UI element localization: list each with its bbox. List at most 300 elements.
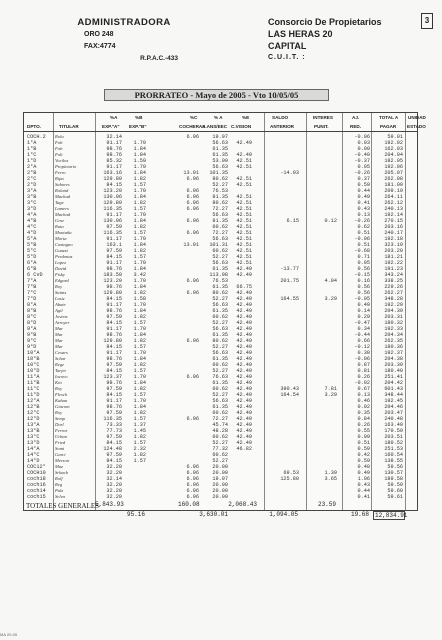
row-titular: Schar [55, 356, 66, 361]
row-titular: Arroyer [55, 320, 70, 325]
row-titular: Rata [55, 224, 64, 229]
row-total: 59.59 [387, 482, 403, 488]
row-dpto: 10°C [27, 362, 40, 368]
row-ajuste: 0.67 [357, 386, 370, 392]
row-cv: 42.49 [236, 356, 252, 362]
row-ca: 56.63 [212, 260, 228, 266]
row-ca: 61.35 [212, 152, 228, 158]
row-pct-a: 98.76 [106, 284, 122, 290]
row-pct-a: 77.73 [106, 428, 122, 434]
row-titular: Vocilos [55, 158, 69, 163]
row-total: 323.19 [384, 242, 403, 248]
row-ca: 80.62 [212, 290, 228, 296]
row-saldo: 390.43 [280, 386, 299, 392]
row-pct-a: 91.17 [106, 260, 122, 266]
row-ajuste: 0.43 [357, 482, 370, 488]
row-total: 229.26 [384, 284, 403, 290]
row-ca: 20.00 [212, 494, 228, 500]
row-ca: 19.97 [212, 134, 228, 140]
row-pct-b: 1.70 [133, 278, 146, 284]
row-cv: 42.49 [236, 392, 252, 398]
row-dpto: 2°B [27, 170, 37, 176]
row-pct-a: 32.20 [106, 464, 122, 470]
row-pct-b: 1.82 [133, 224, 146, 230]
row-total: 204.30 [384, 308, 403, 314]
row-ca: 45.74 [212, 422, 228, 428]
row-ca: 72.27 [212, 230, 228, 236]
row-dpto: 13°B [27, 428, 40, 434]
row-interes: 1.39 [324, 470, 337, 476]
row-cv: 42.49 [236, 374, 252, 380]
row-total: 59.61 [387, 494, 403, 500]
row-titular: Machad [55, 212, 71, 217]
totals-row-second [23, 511, 418, 519]
row-pct-a: 85.32 [106, 158, 122, 164]
row-ajuste: 0.49 [357, 470, 370, 476]
row-total: 192.22 [384, 260, 403, 266]
row-saldo: 164.55 [280, 296, 299, 302]
row-pct-b: 1.70 [133, 398, 146, 404]
row-total: 192.29 [384, 302, 403, 308]
row-ca: 48.28 [212, 428, 228, 434]
totals-int: 23.59 [317, 501, 336, 508]
row-ajuste: -0.06 [354, 134, 370, 140]
row-total: 204.38 [384, 356, 403, 362]
row-cv: 42.51 [236, 260, 252, 266]
row-pct-c: 6.96 [186, 476, 199, 482]
totals-cv: 2,068.43 [228, 501, 257, 508]
row-titular: Abate [55, 302, 66, 307]
row-cv: 42.49 [236, 326, 252, 332]
row-pct-b: 1.57 [133, 230, 146, 236]
row-titular: Urban [55, 434, 67, 439]
row-titular: Fisky [55, 272, 65, 277]
row-cv: 42.49 [236, 266, 252, 272]
row-ajuste: -0.12 [354, 344, 370, 350]
row-pct-c: 6.96 [186, 494, 199, 500]
row-titular: Cesars [55, 350, 68, 355]
row-pct-b: 1.84 [133, 194, 146, 200]
row-pct-b: 1.57 [133, 182, 146, 188]
row-dpto: 10°B [27, 356, 40, 362]
prorrateo-table [23, 112, 426, 511]
administradora-block [62, 17, 186, 65]
header-titular: TITULAR [59, 124, 79, 129]
row-cv: 42.49 [236, 152, 252, 158]
row-pct-c: 6.96 [186, 176, 199, 182]
row-cv: 42.49 [236, 368, 252, 374]
row-pct-a: 91.17 [106, 140, 122, 146]
row-titular: Agil [55, 308, 63, 313]
row-dpto: 8°A [27, 302, 37, 308]
row-ca: 52.27 [212, 320, 228, 326]
row-cv: 42.49 [236, 422, 252, 428]
row-ca: 56.63 [212, 140, 228, 146]
row-dpto: COC12° [27, 464, 46, 470]
row-cv: 42.51 [236, 242, 252, 248]
row-pct-a: 84.15 [106, 368, 122, 374]
row-titular: Edgard [55, 278, 69, 283]
row-pct-a: 116.35 [103, 206, 122, 212]
row-ajuste: 0.56 [357, 284, 370, 290]
row-total: 181.09 [384, 182, 403, 188]
row-cv: 42.49 [236, 440, 252, 446]
row-pct-b: 1.84 [133, 356, 146, 362]
admin-fax: FAX:4774 [84, 43, 116, 50]
consorcio-city: CAPITAL [268, 41, 307, 51]
row-ajuste: 0.44 [357, 188, 370, 194]
row-ajuste: 0.59 [357, 182, 370, 188]
row-pct-c: 6.96 [186, 188, 199, 194]
row-dpto: 14°A [27, 446, 40, 452]
row-ca: 56.63 [212, 302, 228, 308]
row-pct-a: 129.80 [103, 200, 122, 206]
row-saldo: 125.80 [280, 476, 299, 482]
row-pct-a: 91.17 [106, 302, 122, 308]
row-total: 262.08 [384, 176, 403, 182]
row-pct-c: 6.96 [186, 278, 199, 284]
row-total: 170.50 [384, 428, 403, 434]
row-dpto: 13°D [27, 440, 40, 446]
row-total: 191.23 [384, 266, 403, 272]
row-dpto: 5°B [27, 242, 37, 248]
row-pct-a: 97.59 [106, 248, 122, 254]
row-pct-b: 1.70 [133, 302, 146, 308]
row-titular: Garci [55, 452, 66, 457]
row-dpto: 11°A [27, 374, 40, 380]
row-cv: 42.49 [236, 338, 252, 344]
row-pct-a: 98.76 [106, 266, 122, 272]
row-pct-b: 1.70 [133, 164, 146, 170]
row-ca: 52.27 [212, 182, 228, 188]
row-cv: 42.49 [236, 296, 252, 302]
row-total: 205.07 [384, 170, 403, 176]
row-ajuste: 0.13 [357, 212, 370, 218]
row-ca: 76.53 [212, 188, 228, 194]
row-ca: 20.00 [212, 482, 228, 488]
row-dpto: 3°B [27, 194, 37, 200]
header-unidad-top: UNIDAD [408, 115, 426, 120]
row-pct-a: 32.20 [106, 482, 122, 488]
row-pct-c: 6.96 [186, 290, 199, 296]
row-pct-a: 129.80 [103, 176, 122, 182]
row-pct-b: 1.84 [133, 146, 146, 152]
header-unidad: ESTADO [407, 124, 426, 129]
row-titular: Machad [55, 194, 71, 199]
row-pct-a: 124.48 [103, 446, 122, 452]
row-dpto: 10°D [27, 368, 40, 374]
row-titular: Kin [55, 380, 62, 385]
row-saldo: -14.93 [280, 170, 299, 176]
row-ajuste: 0.46 [357, 398, 370, 404]
row-ajuste: -0.06 [354, 236, 370, 242]
row-total: 338.25 [384, 278, 403, 284]
row-total: 204.42 [384, 380, 403, 386]
row-interes: 7.81 [324, 386, 337, 392]
row-ajuste: -0.26 [354, 218, 370, 224]
row-saldo: -13.77 [280, 266, 299, 272]
row-titular: Flesch [55, 392, 68, 397]
row-titular: Roy [55, 386, 63, 391]
row-pct-b: 1.70 [133, 350, 146, 356]
row-pct-c: 6.96 [186, 488, 199, 494]
row-ajuste: 0.26 [357, 422, 370, 428]
header-tp-top: TOTAL A [379, 115, 399, 120]
row-pct-a: 91.17 [106, 212, 122, 218]
row-pct-b: 1.82 [133, 362, 146, 368]
totals-tp: 12,834.91 [375, 512, 408, 519]
row-dpto: 13°C [27, 434, 40, 440]
row-cv: 42.49 [236, 380, 252, 386]
row-cv: 42.49 [236, 344, 252, 350]
header-saldo-top: SALDO [272, 115, 289, 120]
row-total: 130.57 [384, 470, 403, 476]
row-titular: Mar [55, 326, 63, 331]
row-pct-a: 84.15 [106, 296, 122, 302]
row-pct-a: 183.50 [103, 272, 122, 278]
row-pct-c: 6.96 [186, 218, 199, 224]
row-total: 180.32 [384, 320, 403, 326]
row-dpto: 8°C [27, 314, 37, 320]
consorcio-address: LAS HERAS 20 [268, 29, 333, 39]
row-ajuste: -0.02 [354, 380, 370, 386]
row-cv: 42.51 [236, 254, 252, 260]
row-ca: 80.62 [212, 200, 228, 206]
row-total: 240.48 [384, 416, 403, 422]
row-pct-a: 163.1 [106, 242, 122, 248]
row-titular: Morta [55, 236, 67, 241]
row-dpto: COCH.2 [27, 134, 46, 140]
row-pct-a: 32.14 [106, 476, 122, 482]
row-pct-b: 1.57 [133, 206, 146, 212]
row-pct-a: 97.59 [106, 386, 122, 392]
row-pct-b: 1.84 [133, 242, 146, 248]
row-total: 251.53 [384, 446, 403, 452]
row-cv: 42.49 [236, 290, 252, 296]
header-saldo: ANTERIOR [270, 124, 294, 129]
totals-aj: 19.68 [350, 511, 369, 518]
admin-title: ADMINISTRADORA [77, 17, 171, 28]
row-dpto: 1°C [27, 152, 37, 158]
header-cv-top: %E [242, 115, 250, 120]
row-total: 192.06 [384, 164, 403, 170]
row-titular: Roland [55, 188, 69, 193]
row-ca: 60.62 [212, 224, 228, 230]
row-interes: 3.29 [324, 296, 337, 302]
row-interes: 0.12 [324, 218, 337, 224]
row-titular: Castagno [55, 242, 73, 247]
row-cv: 42.51 [236, 176, 252, 182]
row-cv: 42.51 [236, 218, 252, 224]
row-cv: 42.49 [236, 140, 252, 146]
row-pct-a: 84.15 [106, 320, 122, 326]
row-ajuste: -0.68 [354, 248, 370, 254]
row-saldo: 201.75 [280, 278, 299, 284]
row-ajuste: 0.26 [357, 374, 370, 380]
row-dpto: 9°C [27, 338, 37, 344]
row-cv: 42.49 [236, 398, 252, 404]
row-dpto: 8°D [27, 320, 37, 326]
row-pct-b: 1.57 [133, 320, 146, 326]
row-titular: Rola [55, 134, 64, 139]
row-pct-b: 1.70 [133, 260, 146, 266]
row-cv: 42.51 [236, 194, 252, 200]
row-ajuste: -0.47 [354, 320, 370, 326]
row-titular: Fob [55, 152, 63, 157]
row-pct-b: 1.70 [133, 188, 146, 194]
row-pct-b: 1.84 [133, 332, 146, 338]
row-titular: Sabores [55, 182, 70, 187]
row-cv: 42.49 [236, 404, 252, 410]
row-cv: 42.49 [236, 428, 252, 434]
row-cv: 42.49 [236, 332, 252, 338]
row-dpto: 14°D [27, 458, 40, 464]
row-pct-a: 129.80 [103, 338, 122, 344]
row-ajuste: 0.55 [357, 428, 370, 434]
row-ca: 56.63 [212, 326, 228, 332]
row-total: 343.24 [384, 272, 403, 278]
header-cv: C.VISION [231, 124, 252, 129]
row-pct-a: 98.76 [106, 404, 122, 410]
row-total: 203.31 [384, 314, 403, 320]
row-titular: Reg [55, 482, 63, 487]
row-dpto: COCH10 [27, 470, 46, 476]
row-total: 162.03 [384, 146, 403, 152]
row-dpto: 1°D [27, 158, 37, 164]
prorrateo-banner: PRORRATEO - Mayo de 2005 - Vto 10/05/05 [104, 89, 329, 101]
row-total: 204.04 [384, 152, 403, 158]
row-pct-a: 91.17 [106, 164, 122, 170]
row-dpto: 4°B [27, 218, 37, 224]
footer-note: MA 20-05 [0, 632, 18, 637]
row-pct-c: 6.96 [186, 374, 199, 380]
row-dpto: 13°A [27, 422, 40, 428]
row-pct-b: 1.57 [133, 458, 146, 464]
row-pct-a: 91.17 [106, 326, 122, 332]
row-total: 203.20 [384, 248, 403, 254]
row-ajuste: 0.56 [357, 290, 370, 296]
row-dpto: 4°D [27, 230, 37, 236]
row-dpto: 7°B [27, 284, 37, 290]
row-ajuste: 0.00 [357, 146, 370, 152]
row-ca: 61.35 [212, 404, 228, 410]
row-ca: 72.27 [212, 416, 228, 422]
row-titular: Fried [55, 440, 66, 445]
row-titular: Giacom [55, 404, 70, 409]
row-titular: Propietario [55, 164, 77, 169]
row-ajuste: 0.66 [357, 338, 370, 344]
row-dpto: 2°C [27, 176, 37, 182]
row-ca: 52.27 [212, 296, 228, 302]
row-titular: Ferrar [55, 428, 68, 433]
row-pct-c: 13.91 [183, 170, 199, 176]
row-pct-b: 1.84 [133, 284, 146, 290]
totals-ca: 3,630.01 [199, 511, 228, 518]
row-interes: 3.29 [324, 392, 337, 398]
row-pct-a: 73.33 [106, 422, 122, 428]
row-dpto: 6 CvD [27, 272, 43, 278]
row-pct-b: 1.45 [133, 428, 146, 434]
admin-address: ORO 248 [84, 31, 114, 38]
row-dpto: 12°C [27, 410, 40, 416]
row-titular: Tarjet [55, 368, 66, 373]
row-cv: 66.75 [236, 284, 252, 290]
row-titular: Tage [55, 200, 64, 205]
row-dpto: 9°D [27, 344, 37, 350]
row-ajuste: 0.59 [357, 446, 370, 452]
row-ajuste: 0.51 [357, 440, 370, 446]
row-total: 264.11 [384, 194, 403, 200]
row-dpto: 3°C [27, 200, 37, 206]
row-dpto: 11°C [27, 386, 40, 392]
row-pct-b: 1.57 [133, 254, 146, 260]
row-titular: Fob [55, 140, 63, 145]
row-dpto: 6°B [27, 266, 37, 272]
row-ca: 60.62 [212, 248, 228, 254]
row-total: 204.34 [384, 332, 403, 338]
consorcio-cuit: C.U.I.T. : [268, 54, 306, 61]
row-ca: 76.63 [212, 374, 228, 380]
row-ca: 52.27 [212, 458, 228, 464]
row-cv: 42.51 [236, 200, 252, 206]
row-ajuste: 0.41 [357, 494, 370, 500]
row-ca: 77.32 [212, 446, 228, 452]
row-pct-b: 1.84 [133, 380, 146, 386]
row-dpto: 7°A [27, 278, 37, 284]
row-pct-b: 1.57 [133, 392, 146, 398]
row-titular: Rege [55, 362, 65, 367]
row-cv: 42.49 [236, 272, 252, 278]
row-pct-a: 97.59 [106, 224, 122, 230]
row-pct-a: 84.15 [106, 458, 122, 464]
row-cv: 42.49 [236, 314, 252, 320]
row-ajuste: 0.51 [357, 230, 370, 236]
row-pct-a: 98.76 [106, 380, 122, 386]
row-titular: Saints [55, 290, 67, 295]
row-ca: 61.35 [212, 356, 228, 362]
row-total: 209.10 [384, 188, 403, 194]
row-total: 192.18 [384, 236, 403, 242]
row-pct-c: 13.91 [183, 242, 199, 248]
totals-pct-a: 5,843.93 [95, 501, 124, 508]
row-pct-a: 130.96 [103, 194, 122, 200]
row-pct-a: 98.76 [106, 356, 122, 362]
row-titular: Mar [55, 344, 63, 349]
row-titular: Somi [55, 446, 65, 451]
row-total: 262.27 [384, 290, 403, 296]
header-ca-top: % A [214, 115, 223, 120]
row-ajuste: 0.14 [357, 308, 370, 314]
header-dpto: DPTO. [27, 124, 41, 129]
row-ajuste: 0.87 [357, 362, 370, 368]
row-ajuste: 0.37 [357, 176, 370, 182]
consorcio-name: Consorcio De Propietarios [268, 17, 382, 27]
row-dpto: coch14 [27, 488, 46, 494]
row-pct-a: 129.80 [103, 290, 122, 296]
row-titular: Ripa [55, 176, 64, 181]
admin-rpac: R.P.A.C.-433 [140, 55, 178, 62]
row-total: 192.02 [384, 140, 403, 146]
row-saldo: 164.54 [280, 392, 299, 398]
row-pct-b: 1.37 [133, 422, 146, 428]
row-ajuste: -0.05 [354, 296, 370, 302]
header-int: PUNIT. [314, 124, 329, 129]
row-dpto: coch16 [27, 482, 46, 488]
row-total: 180.52 [384, 440, 403, 446]
row-ca: 60.62 [212, 386, 228, 392]
row-cv: 42.49 [236, 302, 252, 308]
row-pct-b: 1.70 [133, 374, 146, 380]
